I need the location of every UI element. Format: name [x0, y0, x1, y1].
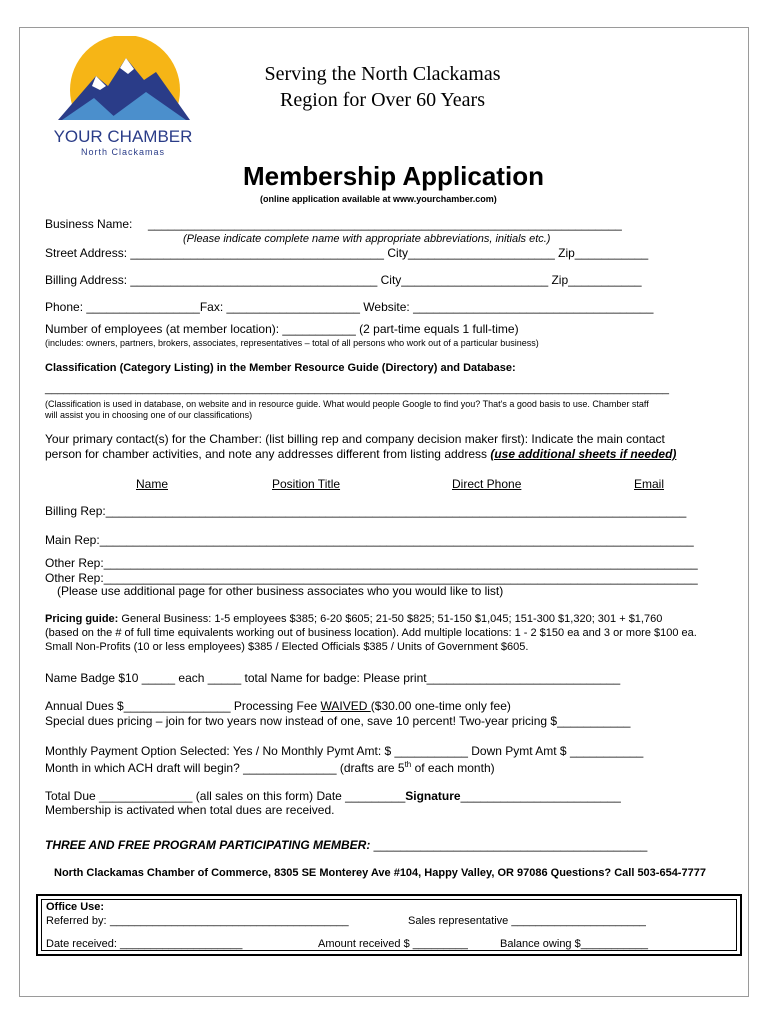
date-received-field[interactable]: Date received: ____________________	[46, 938, 243, 950]
special-dues-field[interactable]: Special dues pricing – join for two years now instead of one, save 10 percent! Two-year pricing $___________	[45, 714, 631, 728]
free-program-label: THREE AND FREE PROGRAM PARTICIPATING MEMBER:	[45, 838, 371, 852]
col-header-position: Position Title	[272, 477, 341, 491]
phone-fax-website-field[interactable]: Phone: _________________Fax: ____________________ Website: ____________________________________	[45, 300, 654, 314]
additional-sheets-note: (use additional sheets if needed)	[490, 447, 677, 461]
monthly-payment-field[interactable]: Monthly Payment Option Selected: Yes / No Monthly Pymt Amt: $ ___________ Down Pymt Amt $ ___________	[45, 744, 644, 758]
total-due-field[interactable]	[45, 789, 621, 803]
col-header-name: Name	[136, 477, 169, 491]
employees-field[interactable]: Number of employees (at member location): ___________ (2 part-time equals 1 full-time)	[45, 322, 519, 336]
col-header-email: Email	[634, 477, 665, 491]
classification-note-1: (Classification is used in database, on website and in resource guide. What would people Google to find you? That's a good basis to use. Chamber staff	[45, 399, 649, 409]
classification-note-2: will assist you in choosing one of our classifications)	[45, 410, 253, 420]
amount-received-field[interactable]: Amount received $ _________	[318, 938, 468, 950]
billing-address-field[interactable]: Billing Address: _____________________________________ City______________________ Zip___________	[45, 273, 642, 287]
billing-rep-field[interactable]: Billing Rep:_______________________________________________________________________________________	[45, 504, 687, 518]
processing-fee-note: ($30.00 one-time only fee)	[370, 699, 511, 713]
office-use-box	[36, 894, 742, 956]
signature-label: Signature	[405, 789, 461, 803]
pricing-guide-line-2: (based on the # of full time equivalents working out of business location). Add multiple locations: 1 - 2 $150 ea and 3 or more $100 ea.	[45, 627, 697, 639]
pricing-guide-line-3: Small Non-Profits (10 or less employees) $385 / Elected Officials $385 / Units of Government $605.	[45, 641, 529, 653]
chamber-logo	[48, 36, 198, 160]
other-rep-field[interactable]: Other Rep:_________________________________________________________________________________________	[45, 556, 698, 570]
pricing-guide-label: Pricing guide:	[45, 613, 119, 625]
logo-subtitle: North Clackamas	[80, 147, 166, 157]
ach-draft-text-end: of each month)	[411, 761, 495, 775]
ach-draft-text: Month in which ACH draft will begin? ______________ (drafts are 5	[45, 761, 405, 775]
page-title: Membership Application	[243, 161, 544, 191]
chamber-address: North Clackamas Chamber of Commerce, 8305 SE Monterey Ave #104, Happy Valley, OR 97086 Questions? Call 503-654-7777	[54, 867, 706, 879]
name-badge-field[interactable]: Name Badge $10 _____ each _____ total Name for badge: Please print_____________________________	[45, 671, 621, 685]
office-use-title: Office Use:	[46, 901, 105, 913]
col-header-phone: Direct Phone	[452, 477, 522, 491]
annual-dues-field[interactable]	[45, 699, 511, 713]
signature-blank: ________________________	[460, 789, 621, 803]
page-subtitle: (online application available at www.yourchamber.com)	[260, 194, 497, 204]
classification-heading: Classification (Category Listing) in the Member Resource Guide (Directory) and Database:	[45, 362, 516, 374]
processing-fee-waived: WAIVED	[320, 699, 371, 713]
balance-owing-field[interactable]: Balance owing $___________	[500, 938, 649, 950]
other-rep-field[interactable]: Other Rep:_________________________________________________________________________________________	[45, 571, 698, 585]
contact-instructions-2	[45, 447, 676, 461]
sales-rep-field[interactable]: Sales representative ______________________	[408, 915, 646, 927]
business-name-label: Business Name:	[45, 217, 133, 231]
logo-name: YOUR CHAMBER	[53, 127, 193, 146]
annual-dues-text: Annual Dues $________________ Processing Fee	[45, 699, 321, 713]
contact-instructions-text: person for chamber activities, and note any addresses different from listing address	[45, 447, 488, 461]
free-program-field[interactable]	[45, 838, 647, 852]
other-rep-note: (Please use additional page for other business associates who you would like to list)	[57, 584, 504, 598]
pricing-guide-line-1	[45, 613, 662, 625]
business-name-field[interactable]: _______________________________________________________________________	[148, 217, 622, 231]
free-program-blank: _________________________________________	[370, 838, 648, 852]
contact-instructions-1: Your primary contact(s) for the Chamber: (list billing rep and company decision maker first): Indicate the main contact	[45, 432, 665, 446]
referred-by-field[interactable]: _______________________________________	[110, 915, 349, 927]
street-address-field[interactable]: Street Address: ______________________________________ City______________________ Zip___________	[45, 246, 649, 260]
ach-draft-sup: th	[404, 760, 412, 769]
activation-note: Membership is activated when total dues are received.	[45, 803, 335, 817]
ach-draft-field[interactable]	[45, 760, 495, 775]
total-due-text: Total Due ______________ (all sales on this form) Date _________	[45, 789, 406, 803]
tagline: Serving the North Clackamas Region for Over 60 Years	[264, 63, 501, 111]
pricing-guide-text: General Business: 1-5 employees $385; 6-20 $605; 21-50 $825; 51-150 $1,045; 151-300 $1,320; 301 + $1,760	[118, 613, 663, 625]
business-name-note: (Please indicate complete name with appropriate abbreviations, initials etc.)	[183, 233, 551, 245]
employees-note: (includes: owners, partners, brokers, associates, representatives – total of all persons who work out of a particular business)	[45, 338, 539, 348]
classification-field[interactable]: ______________________________________________________________________________________________________	[45, 383, 670, 395]
referred-by-label: Referred by:	[46, 915, 107, 927]
main-rep-field[interactable]: Main Rep:_________________________________________________________________________________________	[45, 533, 694, 547]
